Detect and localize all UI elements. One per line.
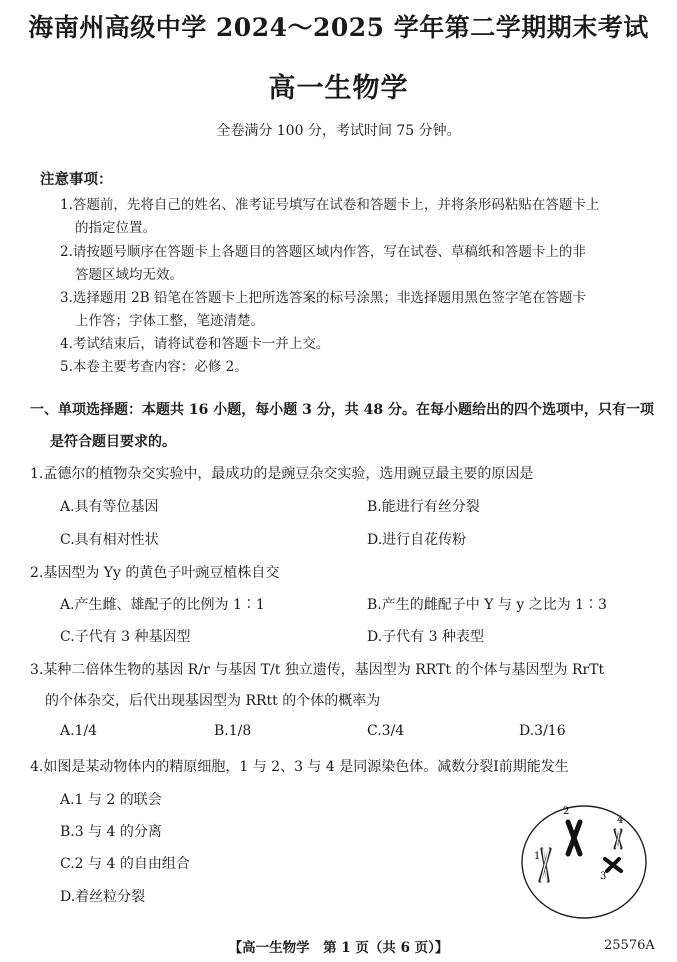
q1-option-d: D.进行自花传粉: [367, 532, 467, 548]
q2-option-d: D.子代有 3 种表型: [367, 629, 484, 645]
exam-title: 海南州高级中学 2024～2025 学年第二学期期末考试: [28, 13, 649, 42]
question-1-stem: 1.孟德尔的植物杂交实验中，最成功的是豌豆杂交实验，选用豌豆最主要的原因是: [30, 466, 534, 482]
q3-option-c: C.3/4: [367, 723, 405, 739]
q1-option-a: A.具有等位基因: [60, 499, 159, 515]
q4-option-b: B.3 与 4 的分离: [60, 824, 162, 840]
notes-heading: 注意事项：: [40, 171, 113, 188]
q4-option-d: D.着丝粒分裂: [60, 889, 146, 905]
figure-label-3: 3: [600, 871, 607, 882]
question-2-stem: 2.基因型为 Yy 的黄色子叶豌豆植株自交: [30, 565, 280, 581]
q2-option-a: A.产生雌、雄配子的比例为 1∶1: [60, 597, 265, 613]
question-3-stem-cont: 的个体杂交，后代出现基因型为 RRtt 的个体的概率为: [45, 693, 381, 709]
note-line: 2.请按题号顺序在答题卡上各题目的答题区域内作答，写在试卷、草稿纸和答题卡上的非: [60, 244, 586, 260]
q4-option-c: C.2 与 4 的自由组合: [60, 856, 190, 872]
q3-option-d: D.3/16: [519, 723, 566, 739]
chromosome-1: [540, 849, 550, 881]
q3-option-b: B.1/8: [214, 723, 252, 739]
question-3-stem: 3.某种二倍体生物的基因 R/r 与基因 T/t 独立遗传，基因型为 RRTt 的个体与基因型为 RrTt: [30, 662, 605, 678]
note-line: 的指定位置。: [75, 220, 156, 236]
score-info: 全卷满分 100 分，考试时间 75 分钟。: [216, 123, 461, 139]
chromosome-3: [605, 859, 621, 871]
section-heading: 一、单项选择题：本题共 16 小题，每小题 3 分，共 48 分。在每小题给出的四个选项中，只有一项: [30, 402, 654, 418]
q4-option-a: A.1 与 2 的联会: [60, 792, 162, 808]
figure-label-1: 1: [534, 851, 541, 862]
note-line: 答题区域均无效。: [75, 267, 183, 283]
note-line: 上作答；字体工整，笔迹清楚。: [75, 313, 264, 329]
q2-option-b: B.产生的雌配子中 Y 与 y 之比为 1∶3: [367, 597, 607, 613]
cell-membrane: [522, 806, 646, 918]
note-line: 5.本卷主要考查内容：必修 2。: [60, 359, 248, 375]
question-4-stem: 4.如图是某动物体内的精原细胞，1 与 2、3 与 4 是同源染色体。减数分裂Ⅰ前期能发生: [30, 759, 569, 775]
chromosome-4: [615, 830, 621, 848]
subject-title: 高一生物学: [268, 73, 409, 104]
note-line: 3.选择题用 2B 铅笔在答题卡上把所选答案的标号涂黑；非选择题用黑色签字笔在答题卡: [60, 290, 586, 306]
paper-code: 25576A: [604, 938, 655, 953]
q1-option-c: C.具有相对性状: [60, 532, 159, 548]
chromosome-2: [568, 822, 580, 854]
q2-option-c: C.子代有 3 种基因型: [60, 629, 191, 645]
note-line: 1.答题前，先将自己的姓名、准考证号填写在试卷和答题卡上，并将条形码粘贴在答题卡上: [60, 197, 600, 213]
note-line: 4.考试结束后，请将试卷和答题卡一并上交。: [60, 336, 330, 352]
page-footer: 【高一生物学 第 1 页（共 6 页）】: [228, 940, 449, 956]
section-heading-cont: 是符合题目要求的。: [50, 434, 176, 450]
q1-option-b: B.能进行有丝分裂: [367, 499, 480, 515]
figure-label-4: 4: [617, 815, 624, 826]
q3-option-a: A.1/4: [60, 723, 98, 739]
figure-label-2: 2: [563, 806, 570, 817]
cell-diagram: [520, 803, 648, 921]
